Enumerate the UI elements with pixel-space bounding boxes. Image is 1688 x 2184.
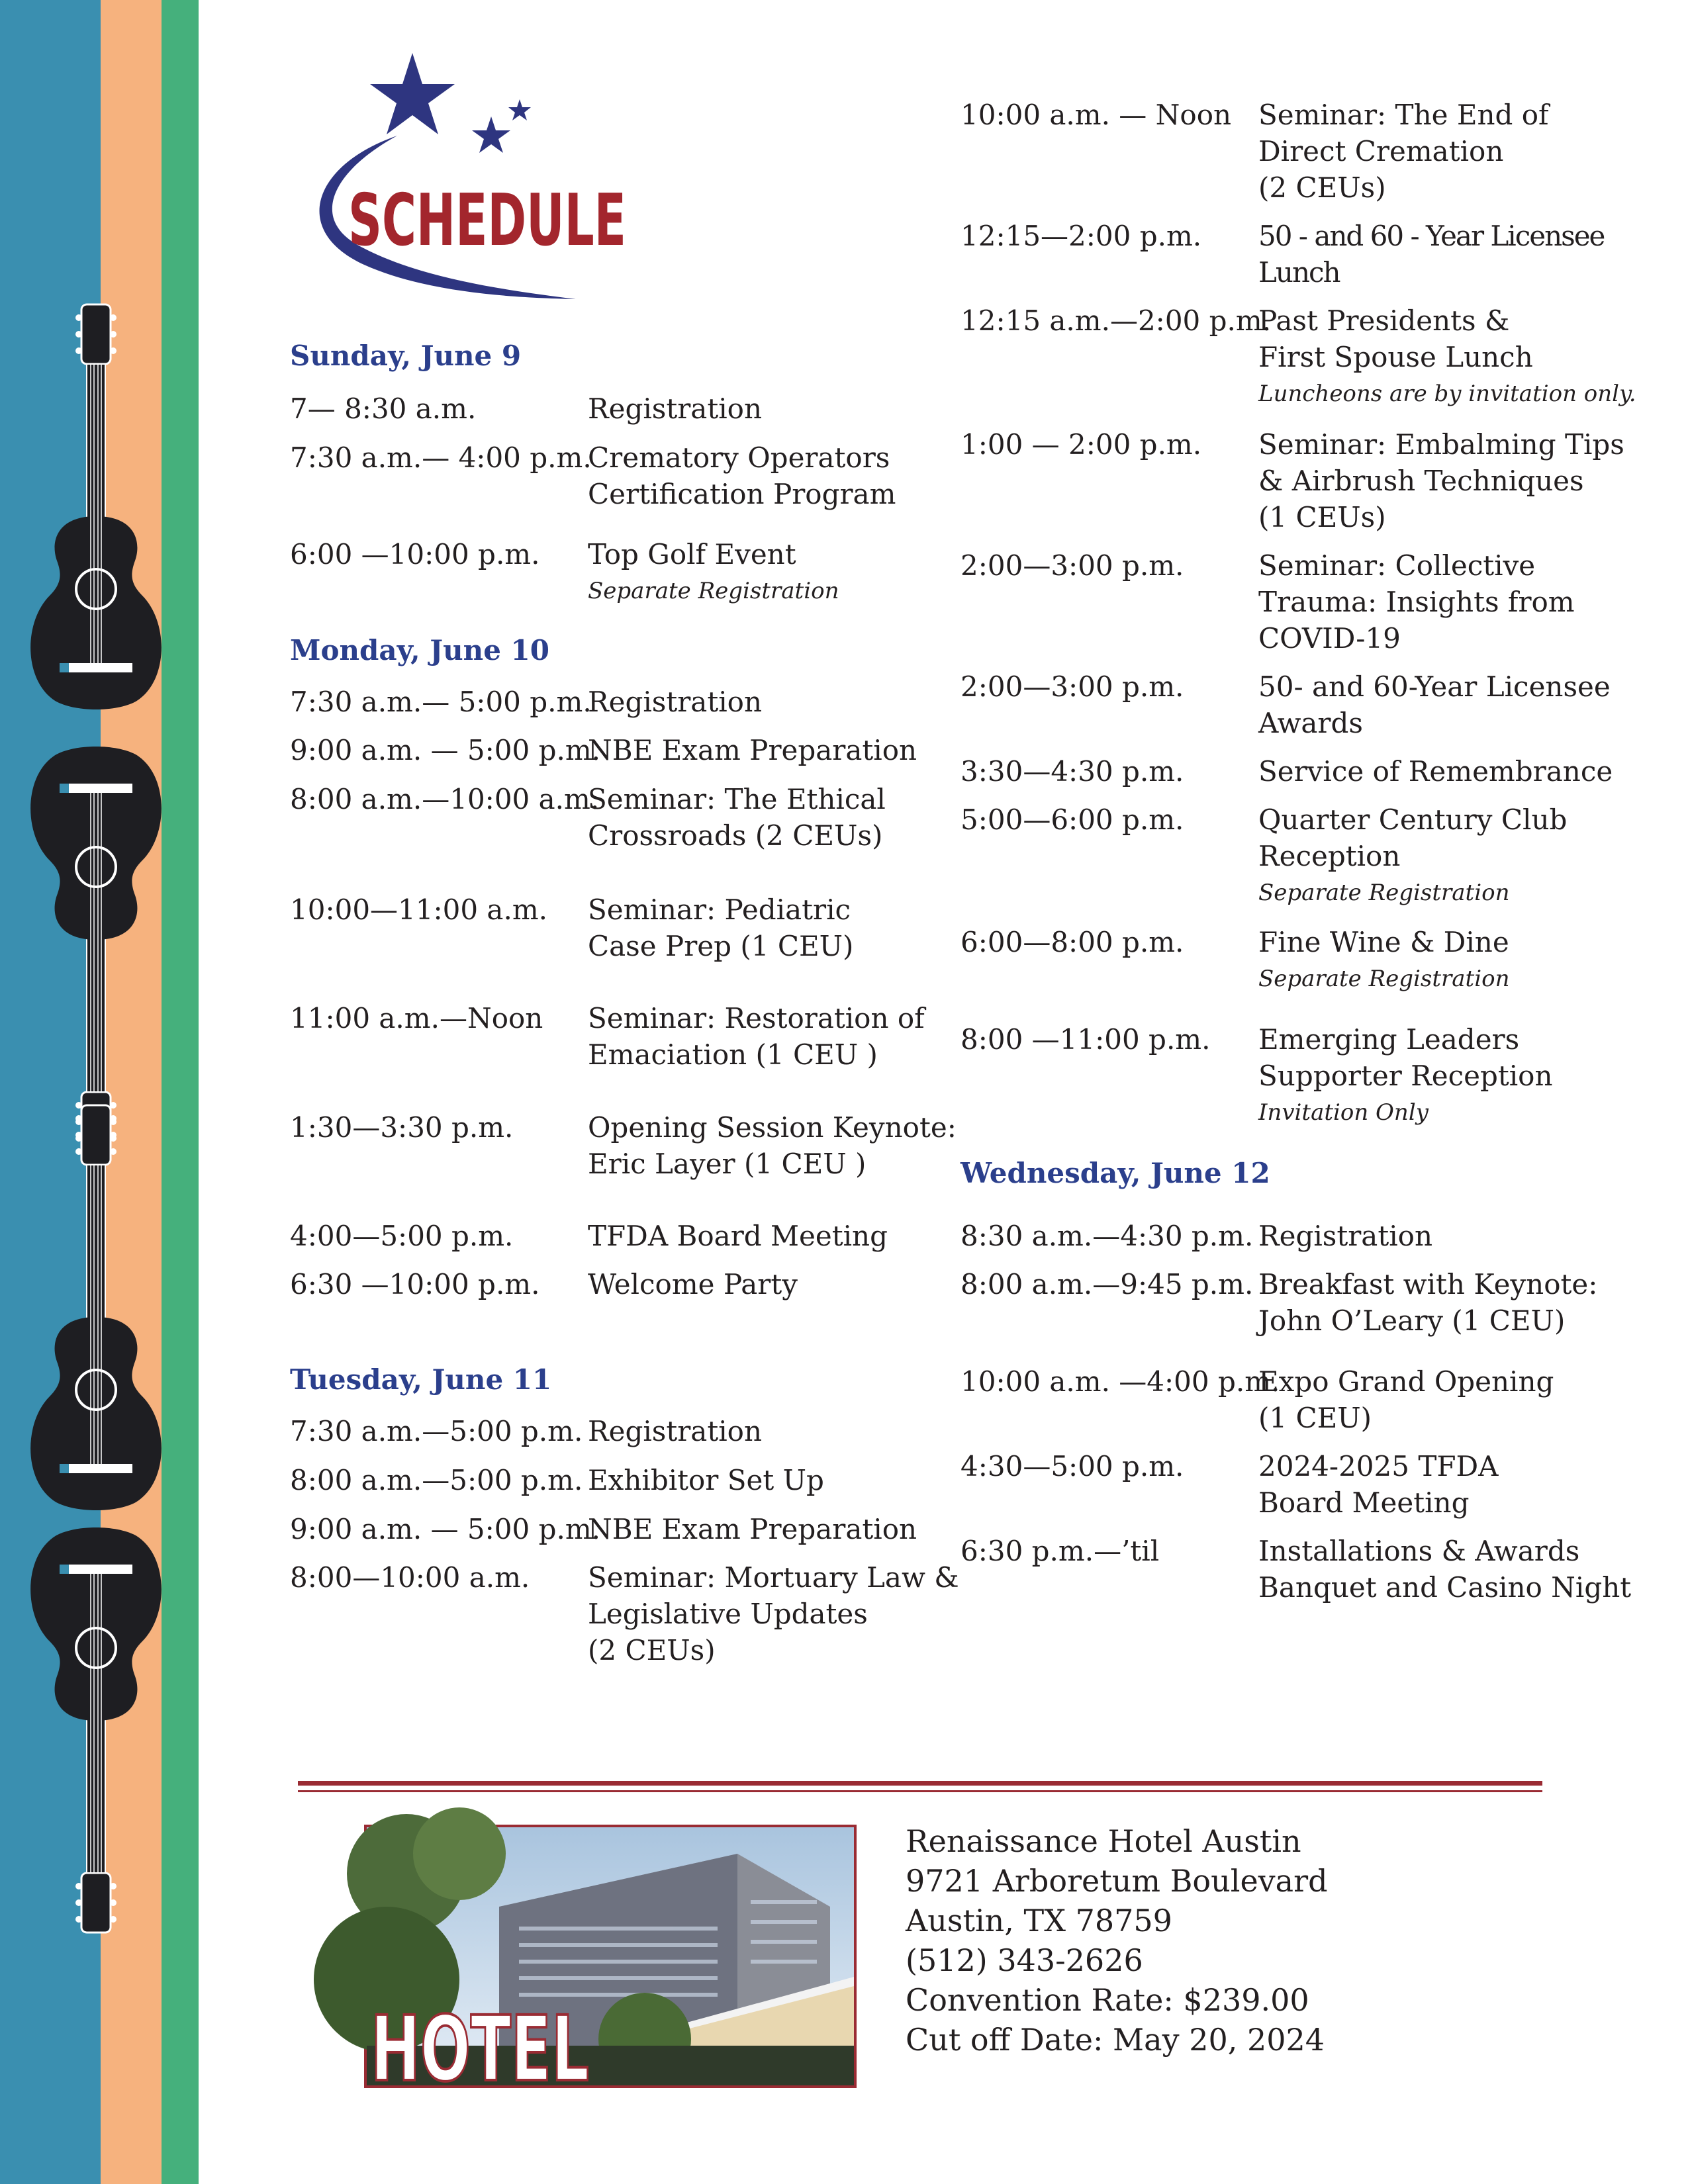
event-description <box>588 1559 959 1668</box>
event-line: Awards <box>1258 707 1363 739</box>
event-line: Lunch <box>1258 256 1340 289</box>
event-time: 6:30 —10:00 p.m. <box>290 1268 540 1300</box>
section-divider-thin <box>298 1790 1542 1792</box>
hotel-photo-label: HOTEL <box>371 1997 589 2102</box>
event-time: 2:00—3:00 p.m. <box>961 549 1184 582</box>
event-time: 5:00—6:00 p.m. <box>961 803 1184 836</box>
event-time: 8:00 a.m.—9:45 p.m. <box>961 1268 1254 1300</box>
event-description <box>588 891 853 964</box>
event-description <box>1258 801 1567 911</box>
event-line: Fine Wine & Dine <box>1258 926 1509 958</box>
event-line: Breakfast with Keynote: <box>1258 1268 1598 1300</box>
event-line: Registration <box>588 686 762 718</box>
hotel-photo <box>364 1825 857 2102</box>
event-line: Eric Layer (1 CEU ) <box>588 1148 867 1180</box>
event-note: Separate Registration <box>588 578 839 604</box>
event-description <box>588 1511 917 1547</box>
event-description <box>1258 1363 1554 1436</box>
event-line: 50 - and 60 - Year Licensee <box>1258 220 1605 252</box>
event-time: 12:15 a.m.—2:00 p.m. <box>961 304 1272 337</box>
event-time: 10:00 a.m. —4:00 p.m. <box>961 1365 1280 1398</box>
event-time: 7— 8:30 a.m. <box>290 392 477 425</box>
event-line: Seminar: Mortuary Law & <box>588 1561 959 1594</box>
event-time: 3:30—4:30 p.m. <box>961 755 1184 788</box>
event-description <box>588 1266 798 1302</box>
event-description <box>1258 753 1613 790</box>
event-description <box>1258 1533 1631 1606</box>
event-description <box>1258 547 1575 657</box>
event-note: Separate Registration <box>1258 966 1510 992</box>
event-line: Quarter Century Club <box>1258 803 1568 836</box>
event-line: Crematory Operators <box>588 441 890 474</box>
event-line: Case Prep (1 CEU) <box>588 930 854 962</box>
section-divider <box>298 1781 1542 1786</box>
hotel-info <box>906 1821 1328 2060</box>
event-line: Supporter Reception <box>1258 1060 1553 1092</box>
event-description <box>588 1462 824 1498</box>
event-line: Seminar: The Ethical <box>588 783 886 815</box>
event-line: Welcome Party <box>588 1268 798 1300</box>
event-time: 9:00 a.m. — 5:00 p.m. <box>290 734 601 766</box>
event-line: 50- and 60-Year Licensee <box>1258 670 1611 703</box>
event-time: 4:30—5:00 p.m. <box>961 1450 1184 1482</box>
event-line: Legislative Updates <box>588 1598 868 1630</box>
event-line: Trauma: Insights from <box>1258 586 1575 618</box>
day-heading-sunday: Sunday, June 9 <box>290 340 522 372</box>
event-time: 6:00—8:00 p.m. <box>961 926 1184 958</box>
event-line: Installations & Awards <box>1258 1535 1580 1567</box>
event-description <box>1258 668 1611 741</box>
event-time: 7:30 a.m.—5:00 p.m. <box>290 1415 583 1447</box>
event-description <box>588 439 896 512</box>
event-line: Seminar: Collective <box>1258 549 1536 582</box>
event-description <box>1258 426 1624 535</box>
event-line: Board Meeting <box>1258 1486 1470 1519</box>
right-column <box>961 0 1636 1721</box>
event-time: 8:00 —11:00 p.m. <box>961 1023 1211 1056</box>
event-description <box>588 536 839 610</box>
event-line: Service of Remembrance <box>1258 755 1613 788</box>
hotel-building-image <box>367 1827 854 2102</box>
event-line: Seminar: Embalming Tips <box>1258 428 1624 461</box>
event-time: 2:00—3:00 p.m. <box>961 670 1184 703</box>
event-line: Exhibitor Set Up <box>588 1464 824 1496</box>
event-line: Expo Grand Opening <box>1258 1365 1554 1398</box>
hotel-rate: Convention Rate: $239.00 <box>906 1982 1309 2018</box>
event-line: Seminar: Pediatric <box>588 893 851 926</box>
event-description <box>1258 218 1604 291</box>
event-description <box>1258 1266 1597 1339</box>
event-time: 8:30 a.m.—4:30 p.m. <box>961 1220 1254 1252</box>
event-time: 10:00 a.m. — Noon <box>961 99 1232 131</box>
hotel-phone: (512) 343-2626 <box>906 1942 1143 1978</box>
day-heading-wednesday: Wednesday, June 12 <box>961 1157 1270 1189</box>
event-line: John O’Leary (1 CEU) <box>1258 1304 1566 1337</box>
event-line: Registration <box>588 1415 762 1447</box>
event-time: 9:00 a.m. — 5:00 p.m. <box>290 1513 601 1545</box>
event-line: & Airbrush Techniques <box>1258 465 1584 497</box>
event-line: Emaciation (1 CEU ) <box>588 1038 878 1071</box>
event-line: Seminar: The End of <box>1258 99 1549 131</box>
event-description <box>588 781 886 854</box>
event-line: Past Presidents & <box>1258 304 1510 337</box>
event-time: 6:30 p.m.—’til <box>961 1535 1160 1567</box>
event-line: (2 CEUs) <box>588 1634 716 1666</box>
event-description <box>1258 97 1549 206</box>
event-time: 1:30—3:30 p.m. <box>290 1111 514 1144</box>
event-time: 1:00 — 2:00 p.m. <box>961 428 1202 461</box>
event-line: Top Golf Event <box>588 538 796 570</box>
event-line: NBE Exam Preparation <box>588 1513 917 1545</box>
event-description <box>1258 302 1636 412</box>
event-description <box>588 684 762 720</box>
event-description <box>1258 1218 1432 1254</box>
event-description <box>1258 1021 1553 1131</box>
event-description <box>588 390 762 427</box>
hotel-cutoff: Cut off Date: May 20, 2024 <box>906 2022 1325 2058</box>
guitars-illustration <box>0 0 199 2184</box>
event-line: Crossroads (2 CEUs) <box>588 819 883 852</box>
event-line: TFDA Board Meeting <box>588 1220 888 1252</box>
event-note: Separate Registration <box>1258 880 1510 906</box>
event-description <box>588 1000 925 1073</box>
event-line: Registration <box>1258 1220 1432 1252</box>
event-time: 4:00—5:00 p.m. <box>290 1220 514 1252</box>
event-description <box>588 732 917 768</box>
hotel-city: Austin, TX 78759 <box>906 1903 1172 1938</box>
event-line: NBE Exam Preparation <box>588 734 917 766</box>
logo-text: SCHEDULE <box>348 179 626 262</box>
day-heading-tuesday: Tuesday, June 11 <box>290 1363 552 1396</box>
event-time: 7:30 a.m.— 5:00 p.m. <box>290 686 592 718</box>
event-description <box>588 1218 888 1254</box>
event-time: 8:00—10:00 a.m. <box>290 1561 530 1594</box>
event-line: (1 CEUs) <box>1258 501 1386 533</box>
event-line: Banquet and Casino Night <box>1258 1571 1632 1604</box>
event-line: Reception <box>1258 840 1401 872</box>
event-note: Invitation Only <box>1258 1099 1429 1126</box>
event-time: 8:00 a.m.—10:00 a.m. <box>290 783 600 815</box>
event-line: Emerging Leaders <box>1258 1023 1520 1056</box>
event-line: First Spouse Lunch <box>1258 341 1533 373</box>
event-line: (1 CEU) <box>1258 1402 1372 1434</box>
event-line: Registration <box>588 392 762 425</box>
hotel-street: 9721 Arboretum Boulevard <box>906 1863 1328 1899</box>
event-line: Seminar: Restoration of <box>588 1002 925 1034</box>
day-heading-monday: Monday, June 10 <box>290 634 549 666</box>
event-time: 11:00 a.m.—Noon <box>290 1002 543 1034</box>
event-time: 6:00 —10:00 p.m. <box>290 538 540 570</box>
event-line: COVID-19 <box>1258 622 1401 655</box>
event-line: Direct Cremation <box>1258 135 1504 167</box>
event-description <box>1258 924 1509 997</box>
event-time: 10:00—11:00 a.m. <box>290 893 547 926</box>
event-line: 2024-2025 TFDA <box>1258 1450 1499 1482</box>
left-column <box>290 0 959 1721</box>
event-line: Certification Program <box>588 478 896 510</box>
event-line: (2 CEUs) <box>1258 171 1386 204</box>
event-line: Opening Session Keynote: <box>588 1111 957 1144</box>
event-time: 8:00 a.m.—5:00 p.m. <box>290 1464 583 1496</box>
event-description <box>588 1109 957 1182</box>
event-note: Luncheons are by invitation only. <box>1258 381 1636 407</box>
event-time: 12:15—2:00 p.m. <box>961 220 1202 252</box>
event-time: 7:30 a.m.— 4:00 p.m. <box>290 441 592 474</box>
event-description <box>1258 1448 1498 1521</box>
event-description <box>588 1413 762 1449</box>
hotel-name: Renaissance Hotel Austin <box>906 1823 1301 1859</box>
